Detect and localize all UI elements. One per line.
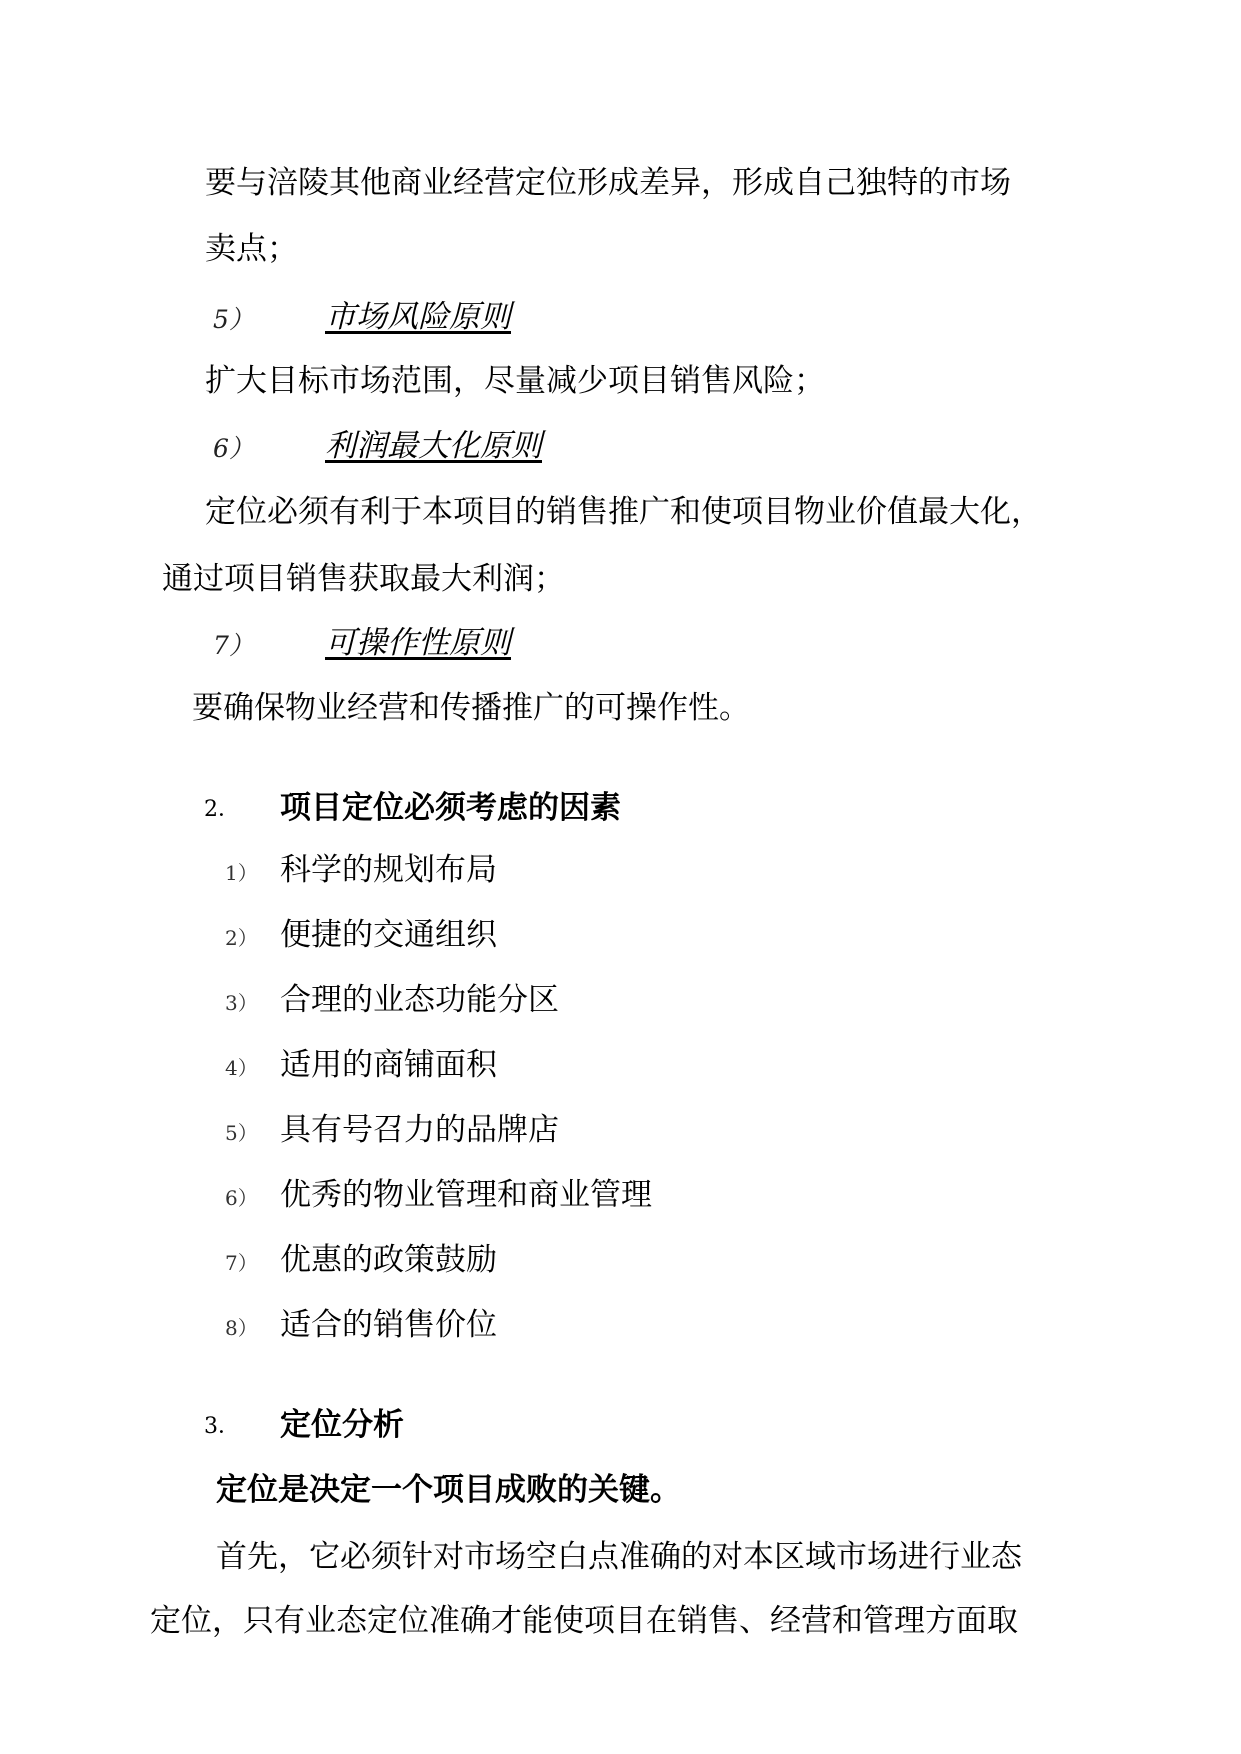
list-item: 适用的商铺面积 [280,1047,497,1083]
list-item: 科学的规划布局 [280,852,497,888]
list-item: 便捷的交通组织 [280,917,497,953]
paragraph-line: 扩大目标市场范围，尽量减少项目销售风险； [205,363,825,399]
list-item: 具有号召力的品牌店 [280,1112,559,1148]
section-heading: 项目定位必须考虑的因素 [280,790,621,826]
paragraph-line: 通过项目销售获取最大利润； [162,561,565,597]
lead-sentence: 定位是决定一个项目成败的关键。 [216,1472,681,1508]
list-number: 5） [213,305,254,334]
list-item: 合理的业态功能分区 [280,982,559,1018]
paragraph-line: 要与涪陵其他商业经营定位形成差异，形成自己独特的市场 [205,165,1011,201]
paragraph-line: 定位，只有业态定位准确才能使项目在销售、经营和管理方面取 [150,1603,1018,1639]
list-number: 8） [225,1316,258,1340]
list-number: 6） [213,434,254,463]
list-number: 4） [225,1056,258,1080]
list-item: 优惠的政策鼓励 [280,1242,497,1278]
principle-title: 可操作性原则 [325,625,511,661]
principle-title: 市场风险原则 [325,299,511,335]
section-number: 2． [204,797,240,822]
list-item: 适合的销售价位 [280,1307,497,1343]
list-number: 3） [225,991,258,1015]
list-number: 2） [225,926,258,950]
list-number: 1） [225,861,258,885]
section-number: 3． [204,1414,240,1439]
section-heading: 定位分析 [280,1407,404,1443]
list-item: 优秀的物业管理和商业管理 [280,1177,652,1213]
list-number: 7） [213,631,254,660]
list-number: 5） [225,1121,258,1145]
list-number: 6） [225,1186,258,1210]
principle-title: 利润最大化原则 [325,428,542,464]
paragraph-line: 定位必须有利于本项目的销售推广和使项目物业价值最大化， [205,494,1042,530]
paragraph-line: 要确保物业经营和传播推广的可操作性。 [192,690,750,726]
paragraph-line: 首先，它必须针对市场空白点准确的对本区域市场进行业态 [216,1539,1022,1575]
list-number: 7） [225,1251,258,1275]
paragraph-line: 卖点； [205,231,298,267]
